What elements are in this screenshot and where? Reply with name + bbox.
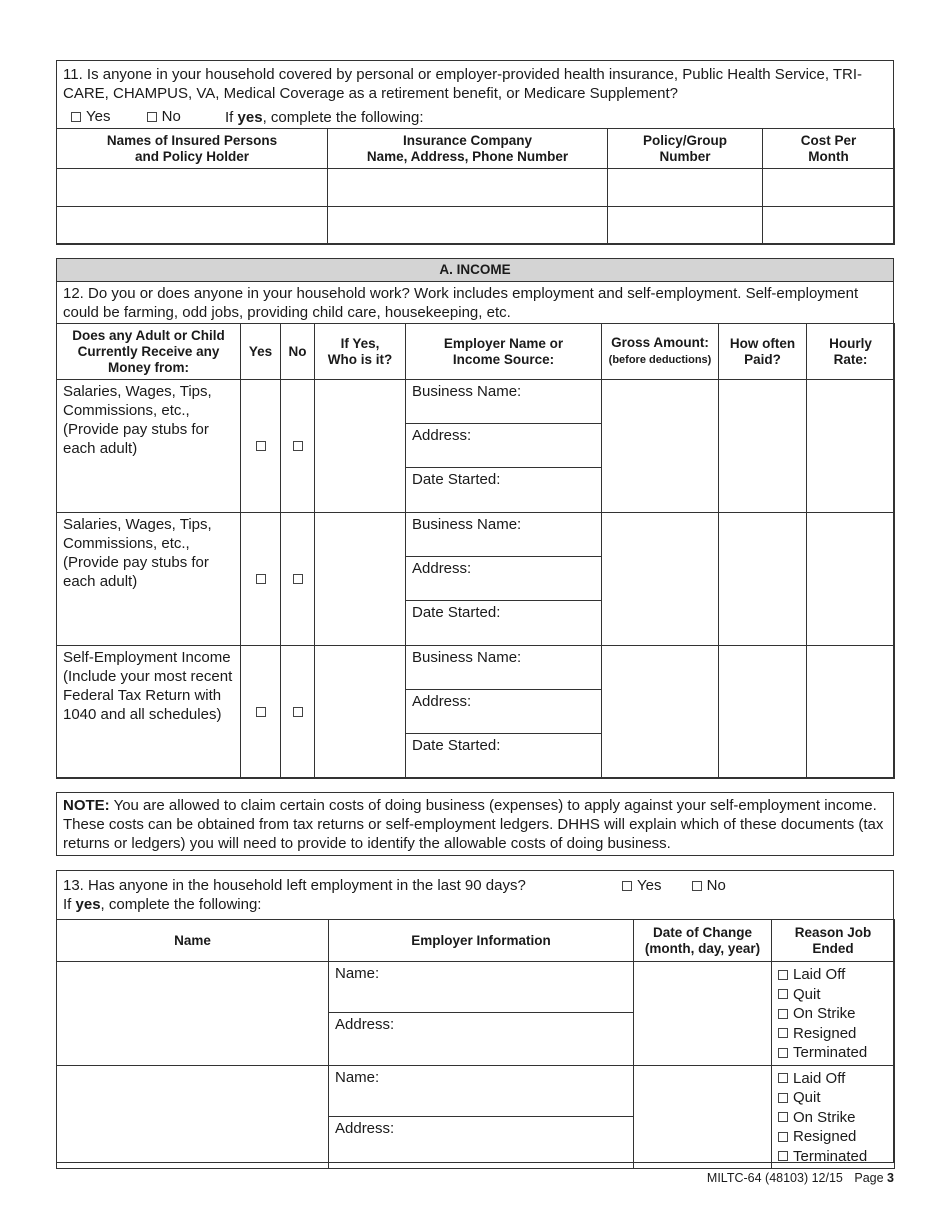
note-text: NOTE: You are allowed to claim certain costs of doing business (expenses) to apply against your self-employment income. These costs can be obtained from tax returns or self-employment ledgers. DHHS will explain which of these documents (tax returns or ledgers) you will need to provide to identify the allowable costs of doing business. (63, 797, 884, 852)
input-cell[interactable] (763, 169, 895, 207)
col-employer-info: Employer Information (329, 920, 634, 962)
input-cell[interactable] (608, 169, 763, 207)
income-source-cell: Salaries, Wages, Tips, Commissions, etc., (Provide pay stubs for each adult) (57, 380, 241, 513)
employer-name-field[interactable]: Name: (329, 1066, 633, 1117)
q13-no-option[interactable]: No (692, 876, 726, 895)
page-footer (707, 1171, 894, 1185)
table-row (57, 169, 895, 207)
q13-if-yes: If yes, complete the following: (63, 896, 262, 913)
who-cell[interactable] (315, 380, 406, 513)
date-started-field[interactable]: Date Started: (412, 471, 501, 488)
q11-insurance-table (56, 128, 895, 245)
date-of-change-cell[interactable] (634, 962, 772, 1066)
page-number: 3 (887, 1171, 894, 1185)
reason-option[interactable]: Laid Off (778, 1069, 845, 1088)
col-insured-names: Names of Insured Persons and Policy Holder (57, 129, 328, 169)
col-hourly-rate: Hourly Rate: (807, 324, 895, 380)
checkbox[interactable] (71, 112, 81, 122)
yes-cell[interactable] (241, 513, 281, 646)
table-row (57, 962, 895, 1066)
address-field[interactable]: Address: (406, 690, 601, 734)
input-cell[interactable] (763, 207, 895, 245)
q11-section (56, 60, 894, 244)
page-label: Page (854, 1171, 884, 1185)
employment-left-table (56, 919, 895, 1169)
income-row (57, 646, 895, 779)
col-date-of-change: Date of Change (month, day, year) (634, 920, 772, 962)
q11-question: 11. Is anyone in your household covered by personal or employer-provided health insurance, Public Health Service, TRI-CARE, CHAMPUS, VA, Medical Coverage as a retirement benefit, or Medicare Supplement? (63, 66, 863, 102)
col-cost-per-month: Cost Per Month (763, 129, 895, 169)
q13-yes-option[interactable]: Yes (622, 876, 661, 895)
name-cell[interactable] (57, 1065, 329, 1169)
col-who: If Yes, Who is it? (315, 324, 406, 380)
yes-cell[interactable] (241, 646, 281, 779)
table-row (57, 207, 895, 245)
income-row (57, 380, 895, 513)
how-often-cell[interactable] (719, 380, 807, 513)
checkbox[interactable] (622, 881, 632, 891)
reason-option[interactable]: Quit (778, 1088, 821, 1107)
checkbox[interactable] (293, 441, 303, 451)
col-yes: Yes (241, 324, 281, 380)
how-often-cell[interactable] (719, 646, 807, 779)
col-policy-number: Policy/Group Number (608, 129, 763, 169)
q11-no-label: No (161, 108, 181, 125)
note-box (56, 792, 894, 856)
input-cell[interactable] (328, 207, 608, 245)
checkbox[interactable] (778, 989, 788, 999)
reason-option[interactable]: On Strike (778, 1004, 856, 1023)
col-how-often: How often Paid? (719, 324, 807, 380)
checkbox[interactable] (147, 112, 157, 122)
no-cell[interactable] (281, 380, 315, 513)
gross-amount-cell[interactable] (602, 513, 719, 646)
name-cell[interactable] (57, 962, 329, 1066)
table-row (57, 1065, 895, 1169)
reason-option[interactable]: Resigned (778, 1024, 856, 1043)
reason-option[interactable]: On Strike (778, 1108, 856, 1127)
col-gross-amount: Gross Amount: (before deductions) (602, 324, 719, 380)
income-section (56, 258, 894, 778)
income-table (56, 323, 895, 779)
col-insurance-company: Insurance Company Name, Address, Phone Number (328, 129, 608, 169)
business-name-field[interactable]: Business Name: (406, 513, 601, 557)
col-no: No (281, 324, 315, 380)
checkbox[interactable] (778, 1028, 788, 1038)
hourly-rate-cell[interactable] (807, 646, 895, 779)
q11-yes-option[interactable] (71, 107, 110, 126)
col-reason-job-ended: Reason Job Ended (772, 920, 895, 962)
business-name-field[interactable]: Business Name: (406, 646, 601, 690)
q11-yes-label: Yes (86, 108, 111, 125)
checkbox[interactable] (256, 574, 266, 584)
no-cell[interactable] (281, 646, 315, 779)
q13-question: 13. Has anyone in the household left employment in the last 90 days? (63, 877, 526, 894)
checkbox[interactable] (256, 441, 266, 451)
income-section-title: A. INCOME (57, 259, 893, 282)
no-cell[interactable] (281, 513, 315, 646)
employer-name-field[interactable]: Name: (329, 962, 633, 1013)
who-cell[interactable] (315, 513, 406, 646)
checkbox[interactable] (256, 707, 266, 717)
yes-cell[interactable] (241, 380, 281, 513)
reason-cell (772, 1065, 895, 1169)
checkbox[interactable] (778, 1093, 788, 1103)
employer-info-cell (329, 962, 634, 1066)
col-name: Name (57, 920, 329, 962)
col-employer: Employer Name or Income Source: (406, 324, 602, 380)
checkbox[interactable] (778, 1151, 788, 1161)
employer-address-field[interactable]: Address: (335, 1016, 395, 1033)
how-often-cell[interactable] (719, 513, 807, 646)
reason-option[interactable]: Resigned (778, 1127, 856, 1146)
q11-if-yes: If yes, complete the following: (225, 108, 424, 126)
q13-options (622, 876, 726, 896)
who-cell[interactable] (315, 646, 406, 779)
gross-amount-cell[interactable] (602, 380, 719, 513)
reason-option[interactable]: Laid Off (778, 965, 845, 984)
employer-cell (406, 380, 602, 513)
checkbox[interactable] (778, 1009, 788, 1019)
checkbox[interactable] (293, 707, 303, 717)
employer-cell (406, 513, 602, 646)
checkbox[interactable] (778, 1132, 788, 1142)
checkbox[interactable] (692, 881, 702, 891)
date-started-field[interactable]: Date Started: (412, 604, 501, 621)
q11-no-option[interactable] (147, 107, 181, 126)
q11-options (71, 107, 423, 127)
employer-address-field[interactable]: Address: (335, 1119, 395, 1137)
col-income-source: Does any Adult or Child Currently Receive any Money from: (57, 324, 241, 380)
income-source-cell: Salaries, Wages, Tips, Commissions, etc., (Provide pay stubs for each adult) (57, 513, 241, 646)
hourly-rate-cell[interactable] (807, 513, 895, 646)
income-source-cell: Self-Employment Income (Include your most recent Federal Tax Return with 1040 and all schedules) (57, 646, 241, 779)
form-id: MILTC-64 (48103) 12/15 (706, 1171, 843, 1185)
checkbox[interactable] (778, 1112, 788, 1122)
gross-amount-cell[interactable] (602, 646, 719, 779)
checkbox[interactable] (778, 1048, 788, 1058)
q13-section (56, 870, 894, 1163)
input-cell[interactable] (57, 169, 328, 207)
checkbox[interactable] (778, 1073, 788, 1083)
date-of-change-cell[interactable] (634, 1065, 772, 1169)
address-field[interactable]: Address: (406, 424, 601, 468)
hourly-rate-cell[interactable] (807, 380, 895, 513)
address-field[interactable]: Address: (406, 557, 601, 601)
reason-cell (772, 962, 895, 1066)
checkbox[interactable] (778, 970, 788, 980)
reason-option[interactable]: Terminated (778, 1147, 867, 1166)
employer-info-cell (329, 1065, 634, 1169)
reason-option[interactable]: Quit (778, 985, 821, 1004)
q12-question: 12. Do you or does anyone in your household work? Work includes employment and self-employment. Self-employment could be farming, odd jobs, providing child care, housekeeping, etc. (63, 285, 859, 321)
date-started-field[interactable]: Date Started: (412, 737, 501, 754)
income-row (57, 513, 895, 646)
input-cell[interactable] (608, 207, 763, 245)
business-name-field[interactable]: Business Name: (406, 380, 601, 424)
checkbox[interactable] (293, 574, 303, 584)
reason-option[interactable]: Terminated (778, 1043, 867, 1062)
input-cell[interactable] (57, 207, 328, 245)
input-cell[interactable] (328, 169, 608, 207)
employer-cell (406, 646, 602, 779)
